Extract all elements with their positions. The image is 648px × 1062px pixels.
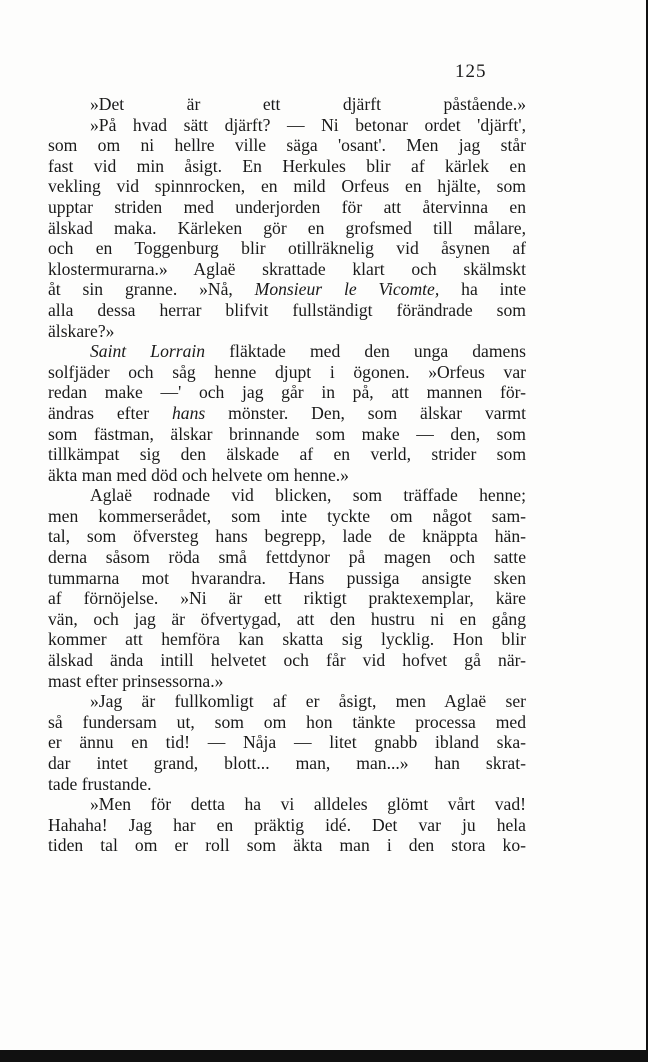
- text-line: tiden tal om er roll som äkta man i den stora ko-: [48, 835, 526, 856]
- text-line: redan make —' och jag går in på, att mannen för-: [48, 382, 526, 403]
- text-run: fläktade med den unga damens: [229, 341, 527, 362]
- text-line: älskad ända intill helvetet och får vid hofvet gå när-: [48, 650, 526, 671]
- text-line: som fästman, älskar brinnande som make — den, som: [48, 423, 526, 444]
- text-line: Aglaë rodnade vid blicken, som träffade henne;: [90, 485, 526, 506]
- text-line: tummarna mot hvarandra. Hans pussiga ansigte sken: [48, 567, 526, 588]
- text-line: »Jag är fullkomligt af er åsigt, men Aglaë ser: [90, 691, 526, 712]
- text-line: och en Toggenburg blir otillräknelig vid åsynen af: [48, 238, 526, 259]
- text-line: er ännu en tid! — Nåja — litet gnabb ibland ska-: [48, 732, 526, 753]
- text-run: mönster. Den, som älskar varmt: [228, 402, 526, 423]
- text-line: [48, 341, 526, 362]
- text-line: upptar striden med underjorden för att återvinna en: [48, 196, 526, 217]
- text-line: älskad maka. Kärleken gör en grofsmed till målare,: [48, 217, 526, 238]
- text-line: vän, och jag är öfvertygad, att den hustru ni en gång: [48, 608, 526, 629]
- text-line: [48, 279, 526, 300]
- italic-run: Monsieur le Vicomte,: [254, 279, 440, 300]
- text-line: »På hvad sätt djärft? — Ni betonar ordet 'djärft',: [90, 114, 526, 135]
- page-edge-bottom: [0, 1050, 648, 1062]
- text-line: af förnöjelse. »Ni är ett riktigt praktexemplar, käre: [48, 588, 526, 609]
- text-run: ändras efter: [48, 402, 150, 423]
- text-line: äkta man med död och helvete om henne.»: [48, 464, 349, 485]
- text-run: åt sin granne. »Nå,: [48, 279, 233, 300]
- text-run: ha inte: [461, 279, 527, 300]
- text-line: [48, 403, 526, 424]
- text-line: derna såsom röda små fettdynor på magen och satte: [48, 547, 526, 568]
- body-text: [48, 94, 526, 856]
- text-line: mast efter prinsessorna.»: [48, 670, 224, 691]
- text-line: tillkämpat sig den älskade af en verld, strider som: [48, 444, 526, 465]
- text-line: solfjäder och såg henne djupt i ögonen. »Orfeus var: [48, 361, 526, 382]
- text-line: tade frustande.: [48, 773, 152, 794]
- text-line: klostermurarna.» Aglaë skrattade klart och skälmskt: [48, 258, 526, 279]
- text-line: Hahaha! Jag har en präktig idé. Det var ju hela: [48, 814, 526, 835]
- text-line: »Men för detta ha vi alldeles glömt vårt vad!: [90, 794, 526, 815]
- italic-run: Saint Lorrain: [90, 341, 206, 362]
- text-line: »Det är ett djärft påstående.»: [90, 94, 526, 114]
- page-number: 125: [455, 61, 487, 82]
- italic-run: hans: [171, 402, 206, 423]
- text-line: dar intet grand, blott... man, man...» han skrat-: [48, 753, 526, 773]
- text-line: kommer att hemföra kan skatta sig lycklig. Hon blir: [48, 629, 526, 650]
- text-line: tal, som öfversteg hans begrepp, lade de knäppta hän-: [48, 526, 526, 547]
- text-line: så fundersam ut, som om hon tänkte processa med: [48, 711, 526, 732]
- text-line: som om ni hellre ville säga 'osant'. Men jag står: [48, 135, 526, 156]
- text-line: men kommerserådet, som inte tyckte om något sam-: [48, 505, 526, 526]
- text-line: älskare?»: [48, 320, 115, 341]
- text-line: vekling vid spinnrocken, en mild Orfeus en hjälte, som: [48, 176, 526, 197]
- text-line: fast vid min åsigt. En Herkules blir af kärlek en: [48, 155, 526, 176]
- text-line: alla dessa herrar blifvit fullständigt förändrade som: [48, 299, 526, 320]
